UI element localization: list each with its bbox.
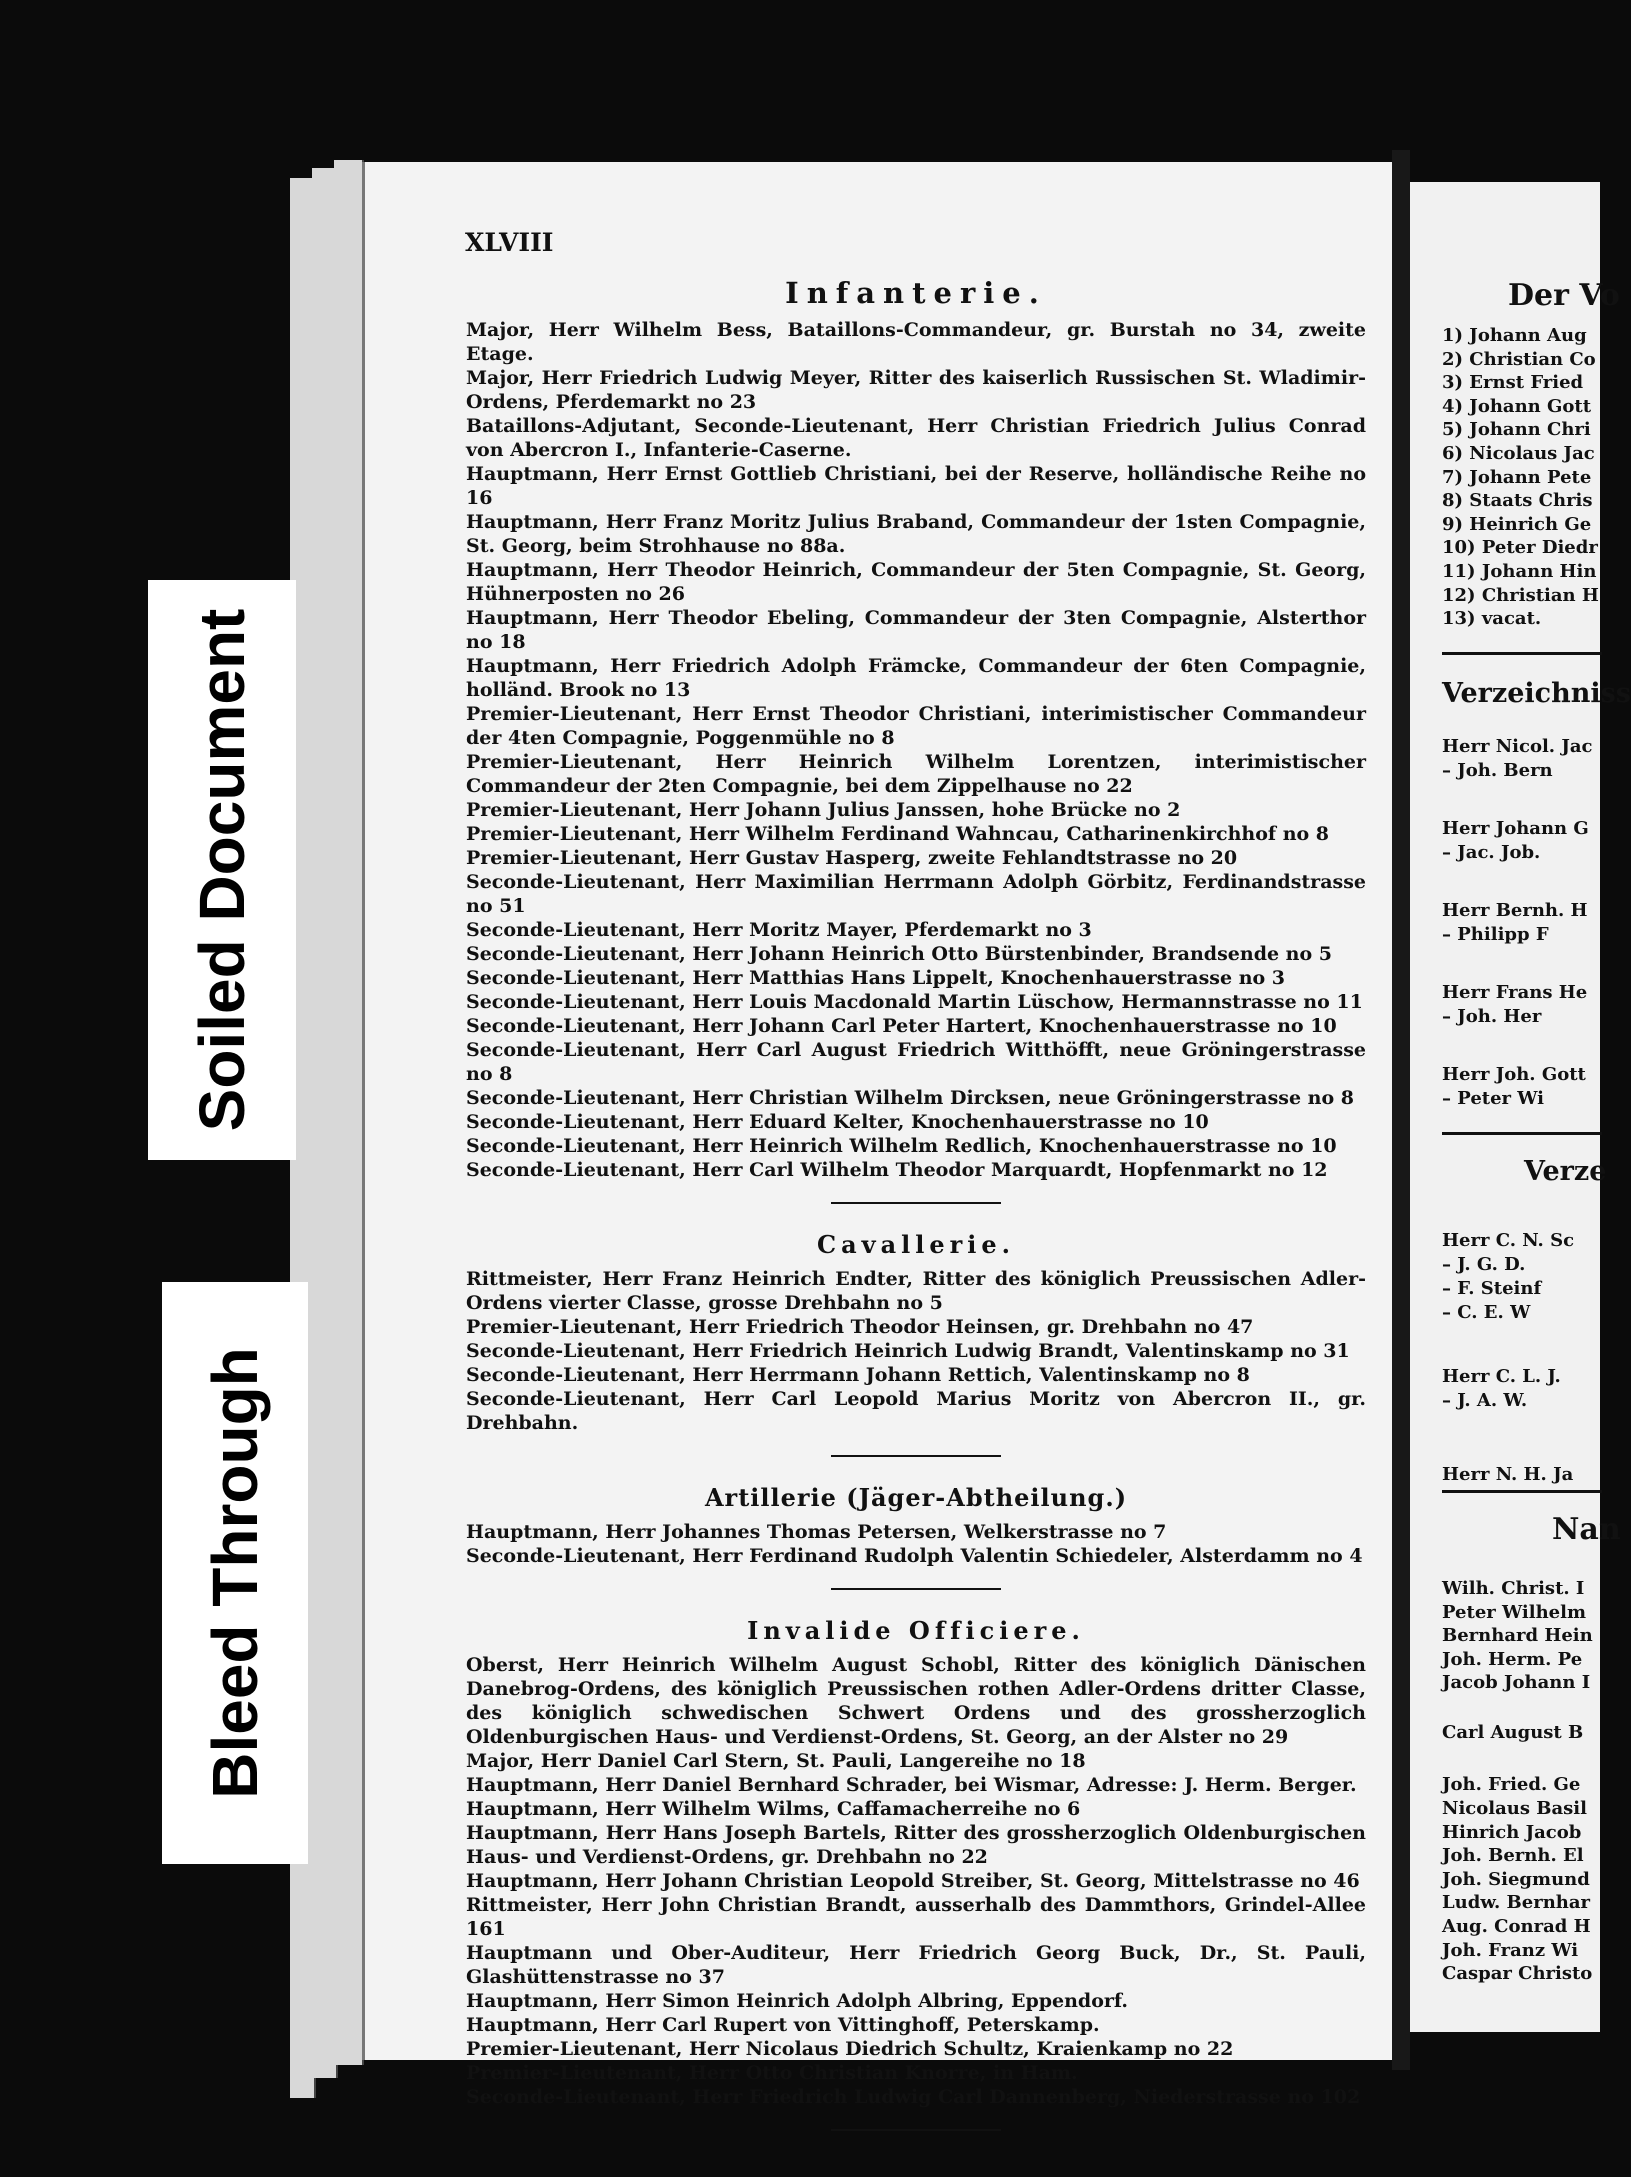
officer-entry: Seconde-Lieutenant, Herr Maximilian Herrmann Adolph Görbitz, Ferdinandstrasse no 51 [466,871,1366,917]
officer-entry: Oberst, Herr Heinrich Wilhelm August Schobl, Ritter des königlich Dänischen Danebrog-Ordens, des königlich Preussischen rothen Adler-Ordens dritter Classe, des königlich schwedischen Schwert Ordens und des grossherzoglich Oldenburgischen Haus- und Verdienst-Ordens, St. Georg, an der Alster no 29 [466,1654,1366,1748]
name-entry: Wilh. Christ. I [1442,1578,1585,1599]
officer-entry: Hauptmann, Herr Theodor Ebeling, Commandeur der 3ten Compagnie, Alsterthor no 18 [466,607,1366,653]
name-entry: Caspar Christo [1442,1963,1593,1985]
numbered-entry: 10) Peter Diedr [1442,537,1598,559]
officer-entry: Hauptmann, Herr Johann Christian Leopold Streiber, St. Georg, Mittelstrasse no 46 [466,1870,1360,1892]
officer-entry: Hauptmann, Herr Simon Heinrich Adolph Albring, Eppendorf. [466,1990,1128,2012]
officer-entry: Premier-Lieutenant, Herr Gustav Hasperg, zweite Fehlandtstrasse no 20 [466,847,1238,869]
book-gutter [1392,150,1410,2070]
register-entry: Herr C. L. J. [1442,1366,1561,1387]
numbered-entry: 6) Nicolaus Jac [1442,443,1595,464]
officer-entry: Hauptmann, Herr Friedrich Adolph Främcke, Commandeur der 6ten Compagnie, holländ. Brook no 13 [466,655,1366,701]
officer-entry: Premier-Lieutenant, Herr Ernst Theodor Christiani, interimistischer Commandeur der 4ten Compagnie, Poggenmühle no 8 [466,703,1366,749]
section-artillerie [466,1520,1366,1568]
name-entry: Joh. Franz Wi [1442,1939,1579,1961]
section-divider [831,2129,1001,2131]
name-entry: Nicolaus Basil [1442,1798,1587,1819]
officer-entry: Premier-Lieutenant, Herr Wilhelm Ferdinand Wahncau, Catharinenkirchhof no 8 [466,823,1330,845]
officer-entry: Major, Herr Daniel Carl Stern, St. Pauli, Langereihe no 18 [466,1750,1086,1772]
register-entry: – F. Steinf [1442,1278,1542,1299]
right-heading-der-vo: Der Vo [1508,278,1620,313]
register-entry: Herr Frans He [1442,982,1588,1003]
officer-entry: Hauptmann, Herr Ernst Gottlieb Christiani, bei der Reserve, holländische Reihe no 16 [466,463,1366,509]
officer-entry: Seconde-Lieutenant, Herr Christian Wilhelm Dircksen, neue Gröningerstrasse no 8 [466,1087,1354,1109]
officer-entry: Seconde-Lieutenant, Herr Moritz Mayer, Pferdemarkt no 3 [466,919,1092,941]
officer-entry: Premier-Lieutenant, Herr Heinrich Wilhelm Lorentzen, interimistischer Commandeur der 2ten Compagnie, bei dem Zippelhause no 22 [466,751,1366,797]
numbered-entry: 7) Johann Pete [1442,466,1592,488]
register-entry: – J. G. D. [1442,1254,1526,1275]
name-entry: Hinrich Jacob [1442,1821,1582,1843]
register-entry: – Peter Wi [1442,1088,1545,1109]
section-invalide-officiere [466,1653,1366,2109]
page-stack-edge [334,160,364,2065]
officer-entry: Seconde-Lieutenant, Herr Louis Macdonald Martin Lüschow, Hermannstrasse no 11 [466,991,1363,1013]
name-entry: Bernhard Hein [1442,1625,1593,1647]
register-entry: Herr Nicol. Jac [1442,736,1593,757]
bleed-through-text: Bleed Through [199,1347,271,1799]
name-entry: Peter Wilhelm [1442,1601,1587,1623]
section-divider [831,1202,1001,1204]
soiled-document-label [148,580,296,1160]
section-infanterie [466,318,1366,1182]
numbered-entry: 4) Johann Gott [1442,395,1592,417]
numbered-entry: 1) Johann Aug [1442,325,1587,346]
officer-entry: Major, Herr Wilhelm Bess, Bataillons-Commandeur, gr. Burstah no 34, zweite Etage. [466,319,1366,365]
register-entry: – C. E. W [1442,1302,1531,1323]
right-heading-nan: Nan [1552,1512,1621,1547]
numbered-entry: 5) Johann Chri [1442,419,1591,441]
officer-entry: Hauptmann, Herr Carl Rupert von Vittinghoff, Peterskamp. [466,2014,1100,2036]
officer-entry: Seconde-Lieutenant, Herr Carl Leopold Marius Moritz von Abercron II., gr. Drehbahn. [466,1388,1366,1434]
register-entry: Herr Johann G [1442,818,1589,839]
section-divider [831,1588,1001,1590]
officer-entry: Seconde-Lieutenant, Herr Heinrich Wilhelm Redlich, Knochenhauerstrasse no 10 [466,1135,1337,1157]
officer-entry: Seconde-Lieutenant, Herr Johann Carl Peter Hartert, Knochenhauerstrasse no 10 [466,1015,1337,1037]
officer-entry: Seconde-Lieutenant, Herr Ferdinand Rudolph Valentin Schiedeler, Alsterdamm no 4 [466,1545,1363,1567]
name-entry: Carl August B [1442,1722,1584,1744]
name-entry: Aug. Conrad H [1442,1916,1591,1937]
numbered-entry: 8) Staats Chris [1442,490,1593,512]
numbered-entry: 11) Johann Hin [1442,561,1597,582]
officer-entry: Seconde-Lieutenant, Herr Carl August Friedrich Witthöfft, neue Gröningerstrasse no 8 [466,1039,1366,1085]
numbered-entry: 3) Ernst Fried [1442,372,1584,394]
officer-entry: Bataillons-Adjutant, Seconde-Lieutenant, Herr Christian Friedrich Julius Conrad von Abercron I., Infanterie-Caserne. [466,415,1366,461]
name-entry: Ludw. Bernhar [1442,1892,1591,1914]
register-entry: – Philipp F [1442,924,1549,945]
officer-entry: Premier-Lieutenant, Herr Johann Julius Janssen, hohe Brücke no 2 [466,799,1181,821]
section-title-infanterie: Infanterie. [785,276,1047,310]
register-entry: Herr C. N. Sc [1442,1230,1575,1251]
officer-entry: Hauptmann, Herr Theodor Heinrich, Commandeur der 5ten Compagnie, St. Georg, Hühnerposten no 26 [466,559,1366,605]
page-body [466,270,1366,2157]
right-divider [1442,652,1602,655]
officer-entry: Hauptmann, Herr Hans Joseph Bartels, Ritter des grossherzoglich Oldenburgischen Haus- und Verdienst-Ordens, gr. Drehbahn no 22 [466,1822,1366,1868]
officer-entry: Hauptmann, Herr Daniel Bernhard Schrader, bei Wismar, Adresse: J. Herm. Berger. [466,1774,1357,1796]
register-entry: – Joh. Bern [1442,760,1553,781]
register-entry: – J. A. W. [1442,1390,1528,1411]
officer-entry: Seconde-Lieutenant, Herr Johann Heinrich Otto Bürstenbinder, Brandsende no 5 [466,943,1333,965]
numbered-entry: 2) Christian Co [1442,348,1596,370]
officer-entry: Seconde-Lieutenant, Herr Friedrich Ludwig Carl Dannenberg, Niederstrasse no 102 [466,2086,1361,2108]
soiled-document-text: Soiled Document [186,608,258,1132]
officer-entry: Hauptmann, Herr Johannes Thomas Petersen, Welkerstrasse no 7 [466,1521,1167,1543]
register-entry: Herr Joh. Gott [1442,1064,1586,1085]
name-entry: Joh. Bernh. El [1442,1845,1584,1867]
section-title-artillerie: Artillerie (Jäger-Abtheilung.) [704,1483,1128,1512]
name-entry: Joh. Fried. Ge [1442,1774,1581,1796]
register-entry: – Joh. Her [1442,1006,1542,1027]
officer-entry: Seconde-Lieutenant, Herr Herrmann Johann Rettich, Valentinskamp no 8 [466,1364,1250,1386]
section-cavallerie [466,1267,1366,1435]
numbered-entry: 12) Christian H [1442,584,1599,606]
officer-entry: Hauptmann, Herr Wilhelm Wilms, Caffamacherreihe no 6 [466,1798,1081,1820]
bleed-through-label [162,1282,308,1864]
officer-entry: Rittmeister, Herr Franz Heinrich Endter, Ritter des königlich Preussischen Adler-Ordens vierter Classe, grosse Drehbahn no 5 [466,1268,1366,1314]
right-heading-verzeichniss: Verzeichniss [1442,678,1631,709]
register-entry: – Jac. Job. [1442,842,1541,863]
right-divider [1442,1132,1602,1135]
page-number: XLVIII [465,228,554,257]
officer-entry: Major, Herr Friedrich Ludwig Meyer, Ritter des kaiserlich Russischen St. Wladimir-Ordens, Pferdemarkt no 23 [466,367,1366,413]
numbered-entry: 13) vacat. [1442,608,1542,630]
section-title-cavallerie: Cavallerie. [816,1230,1016,1259]
numbered-entry: 9) Heinrich Ge [1442,513,1592,535]
officer-entry: Seconde-Lieutenant, Herr Eduard Kelter, Knochenhauerstrasse no 10 [466,1111,1209,1133]
name-entry: Joh. Siegmund [1442,1868,1590,1890]
section-divider [831,1455,1001,1457]
right-divider [1442,1490,1602,1493]
officer-entry: Hauptmann, Herr Franz Moritz Julius Braband, Commandeur der 1sten Compagnie, St. Georg, beim Strohhause no 88a. [466,511,1366,557]
section-title-invalide: Invalide Officiere. [747,1616,1085,1645]
officer-entry: Premier-Lieutenant, Herr Otto Christian Knorre, in Ham. [466,2062,1078,2084]
officer-entry: Seconde-Lieutenant, Herr Matthias Hans Lippelt, Knochenhauerstrasse no 3 [466,967,1286,989]
name-entry: Jacob Johann I [1442,1672,1591,1694]
right-heading-verze: Verze [1524,1156,1607,1187]
officer-entry: Hauptmann und Ober-Auditeur, Herr Friedrich Georg Buck, Dr., St. Pauli, Glashüttenstrasse no 37 [466,1942,1366,1988]
officer-entry: Seconde-Lieutenant, Herr Friedrich Heinrich Ludwig Brandt, Valentinskamp no 31 [466,1340,1350,1362]
register-entry: Herr N. H. Ja [1442,1464,1574,1485]
name-entry: Joh. Herm. Pe [1442,1648,1583,1670]
register-entry: Herr Bernh. H [1442,900,1588,921]
officer-entry: Rittmeister, Herr John Christian Brandt, ausserhalb des Dammthors, Grindel-Allee 161 [466,1894,1366,1940]
officer-entry: Premier-Lieutenant, Herr Friedrich Theodor Heinsen, gr. Drehbahn no 47 [466,1316,1254,1338]
officer-entry: Premier-Lieutenant, Herr Nicolaus Diedrich Schultz, Kraienkamp no 22 [466,2038,1234,2060]
officer-entry: Seconde-Lieutenant, Herr Carl Wilhelm Theodor Marquardt, Hopfenmarkt no 12 [466,1159,1328,1181]
